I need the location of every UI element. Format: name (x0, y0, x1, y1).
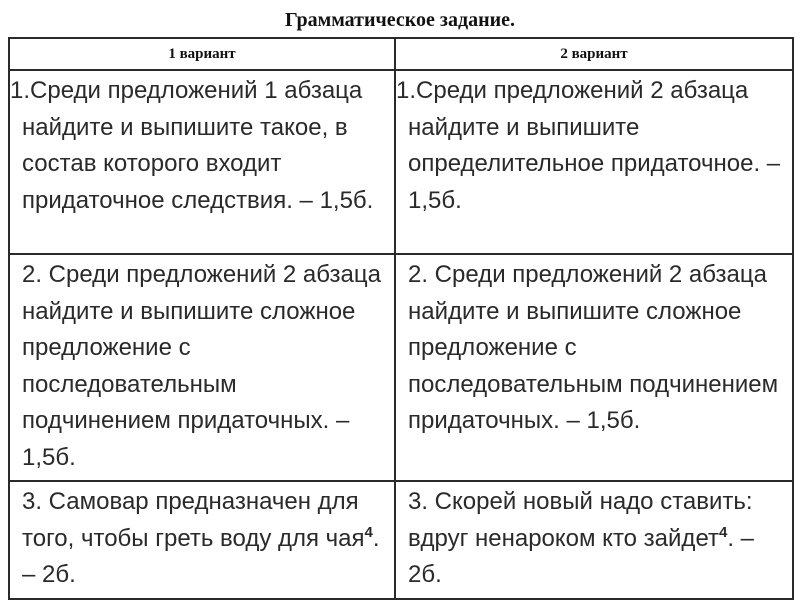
task-2-variant-1-text: 2. Среди предложений 2 абзаца найдите и выпишите сложное предложение с последовательным подчинением придаточных. – 1,5б. (22, 261, 381, 471)
task-1-variant-1-cell (9, 70, 395, 254)
footnote-marker: 4 (364, 523, 373, 541)
table-header-row (9, 38, 793, 70)
table-row (9, 70, 793, 254)
task-2-variant-1-cell (9, 254, 395, 481)
header-variant-2: 2 вариант (395, 38, 793, 70)
task-3-variant-2-points: . – 2б. (408, 524, 755, 588)
table-row (9, 254, 793, 481)
header-variant-1: 1 вариант (9, 38, 395, 70)
task-1-variant-2-text: 1.Среди предложений 2 абзаца найдите и выпишите определительное придаточное. – 1,5б. (396, 77, 781, 214)
task-3-variant-1-text: 3. Самовар предназначен для того, чтобы греть воду для чая (22, 488, 365, 552)
page-title: Грамматическое задание. (284, 9, 516, 31)
footnote-marker: 4 (718, 523, 728, 541)
task-3-variant-1-points: . – 2б. (22, 524, 380, 588)
task-3-variant-1-cell (9, 481, 395, 599)
task-2-variant-2-text: 2. Среди предложений 2 абзаца найдите и выпишите сложное предложение с последовательным подчинением придаточных. – 1,5б. (408, 261, 779, 434)
task-2-variant-2-cell (395, 254, 793, 481)
task-3-variant-2-text: 3. Скорей новый надо ставить: вдруг ненароком кто зайдет (408, 488, 753, 552)
task-1-variant-2-cell (395, 70, 793, 254)
grammar-task-table (8, 37, 794, 600)
task-1-variant-1-text: 1.Среди предложений 1 абзаца найдите и выпишите такое, в состав которого входит придаточное следствия. – 1,5б. (10, 77, 374, 214)
task-3-variant-2-cell (395, 481, 793, 599)
table-row (9, 481, 793, 599)
